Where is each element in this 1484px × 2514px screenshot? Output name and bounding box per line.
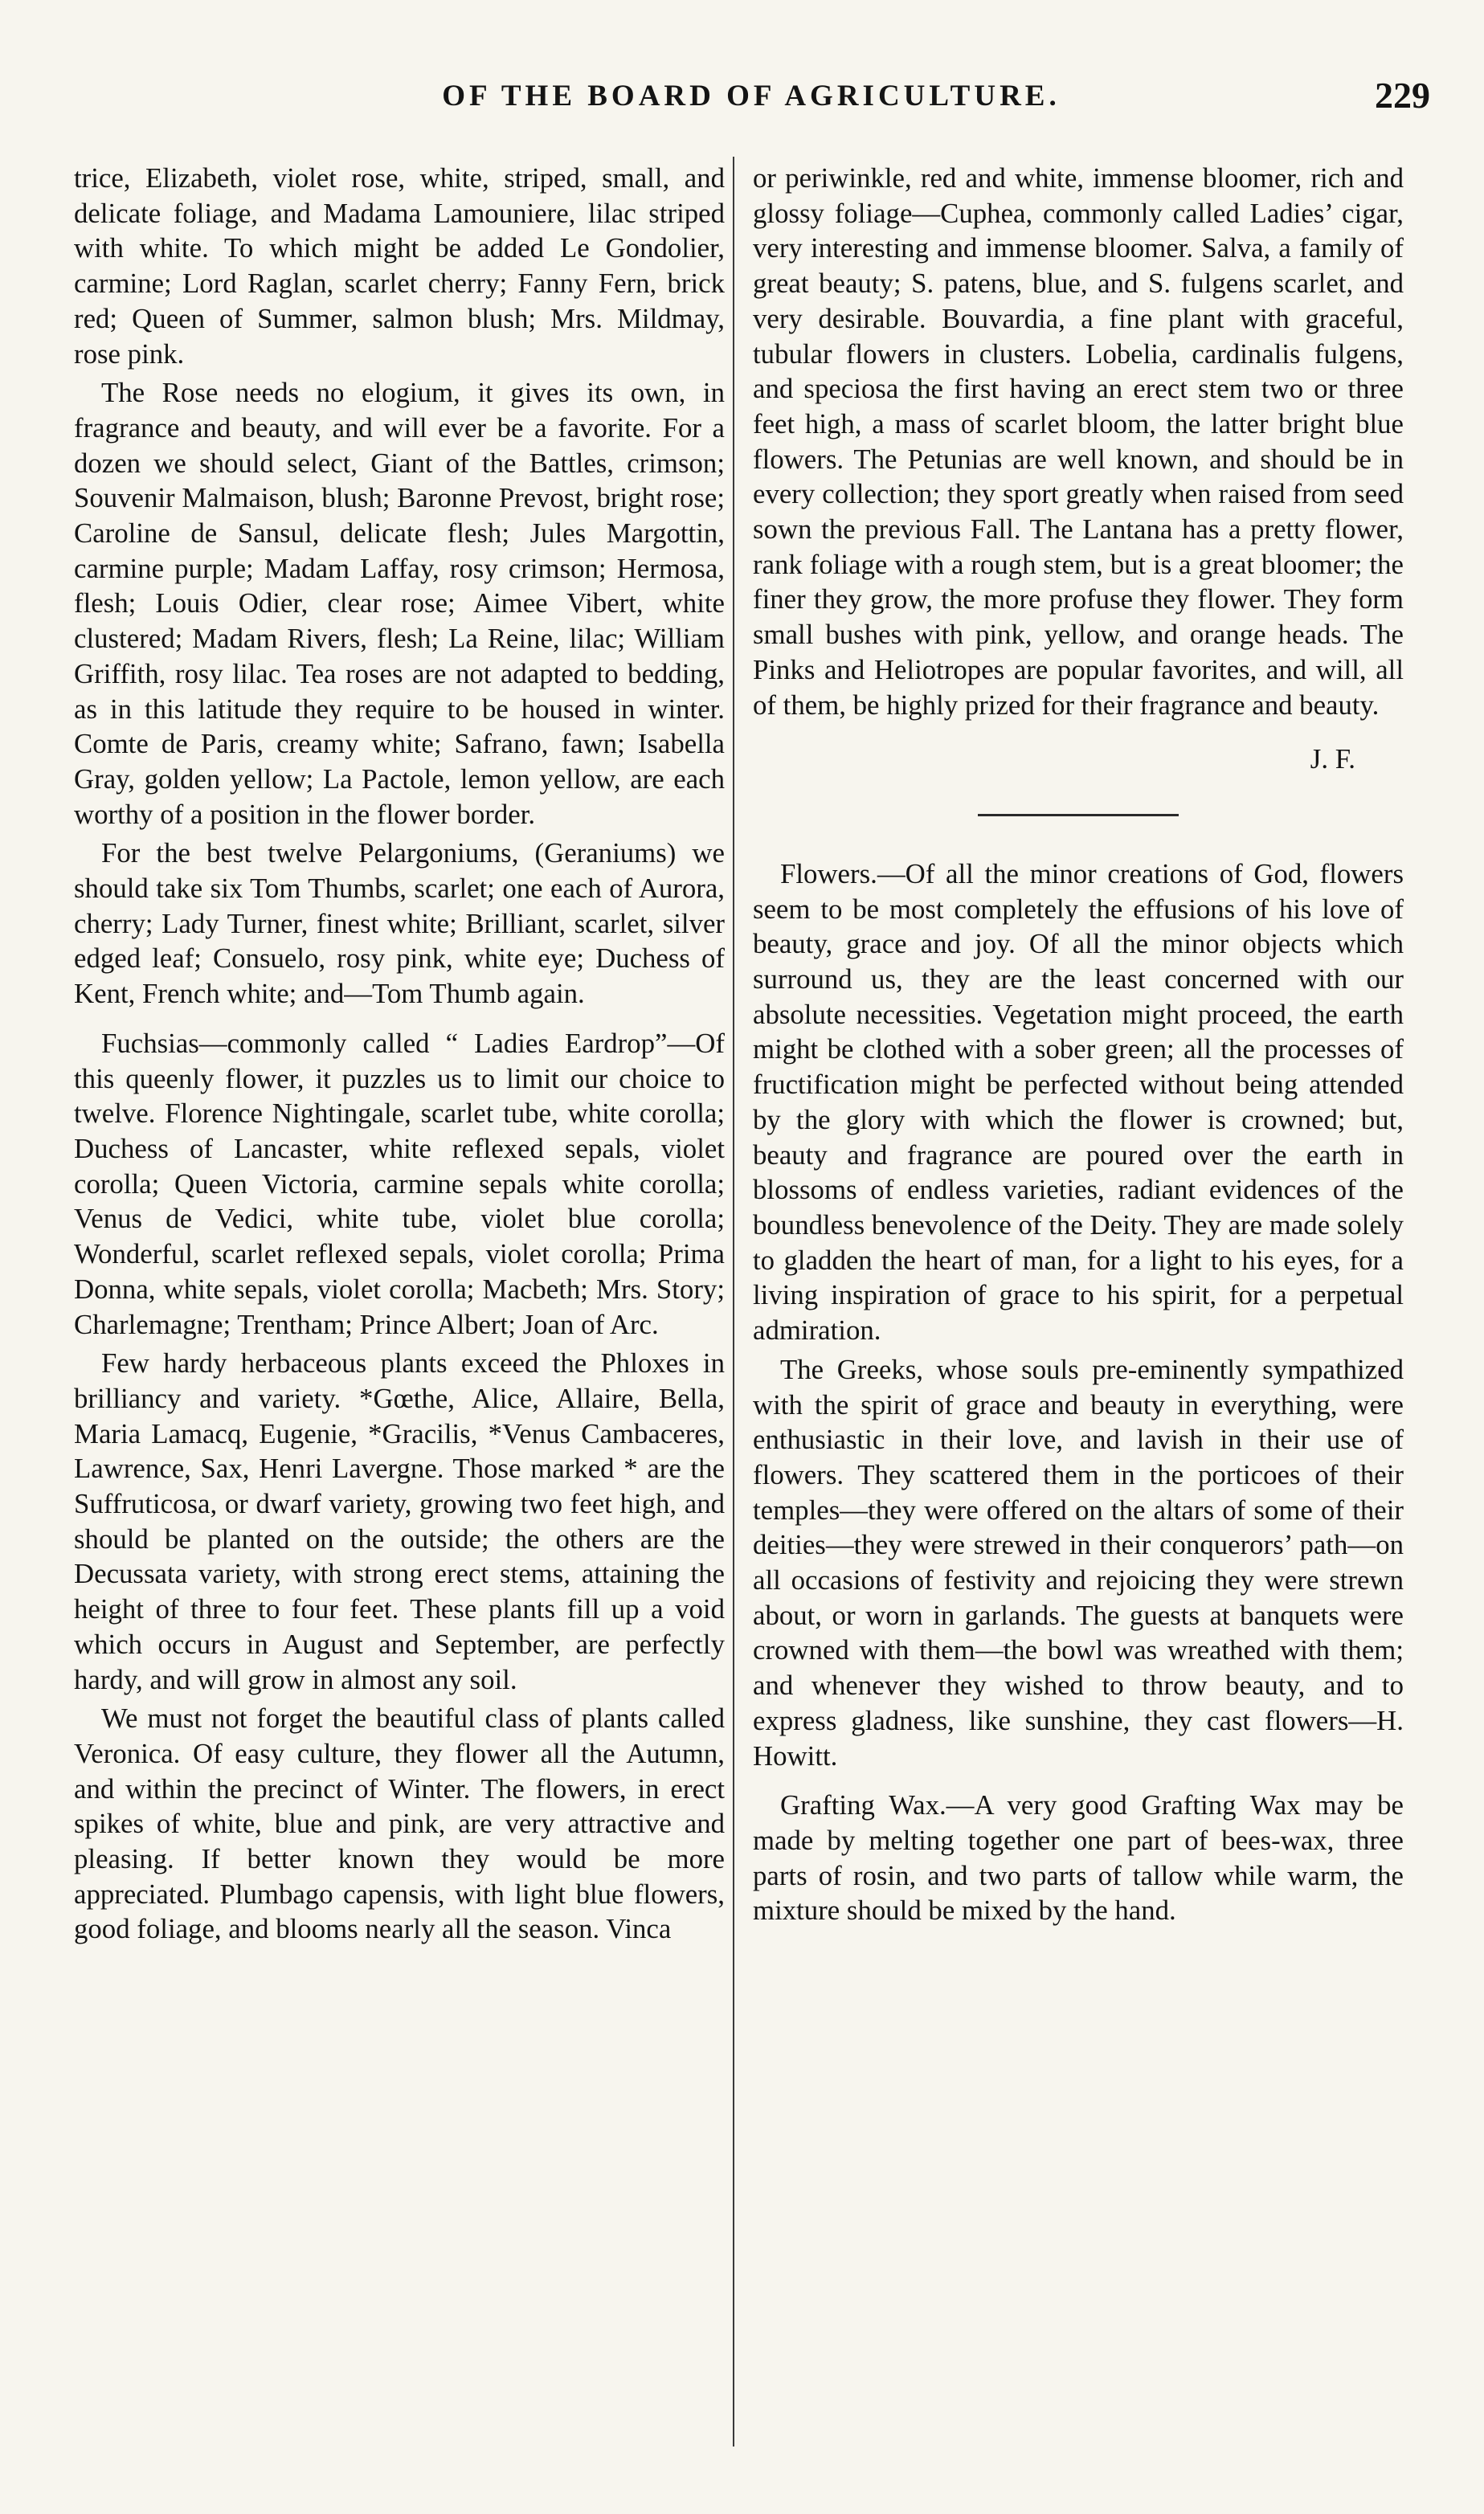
paragraph-grafting-wax: Grafting Wax.—A very good Grafting Wax may be made by melting together one part of bees-wax, three parts of rosin, and two parts of tallow while warm, the mixture should be mixed by the hand. — [753, 1789, 1404, 1927]
author-signature: J. F. — [1310, 743, 1355, 775]
section-divider — [978, 814, 1179, 816]
running-head: OF THE BOARD OF AGRICULTURE. — [442, 80, 1061, 112]
column-rule — [733, 157, 734, 2447]
paragraph-flowers: Flowers.—Of all the minor creations of God, flowers seem to be most completely the effusions of his love of beauty, grace and joy. Of all the minor objects which surround us, they are the least concerned with our absolute necessities. Vegetation might proceed, the earth might be clothed with a sober green; all the processes of fructification might be perfected without being attended by the glory with which the flower is crowned; but, beauty and fragrance are poured over the earth in blossoms of endless varieties, radiant evidences of the boundless benevolence of the Deity. They are made solely to gladden the heart of man, for a light to his eyes, for a living inspiration of grace to his spirit, for a perpetual admiration. — [753, 857, 1404, 1347]
page-header — [72, 75, 1430, 127]
right-column — [753, 161, 1404, 1928]
page-number: 229 — [1375, 75, 1430, 116]
paragraph-phloxes: Few hardy herbaceous plants exceed the Phloxes in brilliancy and variety. *Gœthe, Alice, Allaire, Bella, Maria Lamacq, Eugenie, *Gracilis, *Venus Cambaceres, Lawrence, Sax, Henri Lavergne. Those marked * are the Suffruticosa, or dwarf variety, growing two feet high, and should be planted on the outside; the others are the Decussata variety, with strong erect stems, attaining the height of three to four feet. These plants fill up a void which occurs in August and September, are perfectly hardy, and will grow in almost any soil. — [74, 1347, 725, 1695]
left-column — [74, 161, 725, 1947]
paragraph-roses: The Rose needs no elogium, it gives its own, in fragrance and beauty, and will ever be a favorite. For a dozen we should select, Giant of the Battles, crimson; Souvenir Malmaison, blush; Baronne Prevost, bright rose; Caroline de Sansul, delicate flesh; Jules Margottin, carmine purple; Madam Laffay, rosy crimson; Hermosa, flesh; Louis Odier, clear rose; Aimee Vibert, white clustered; Madam Rivers, flesh; La Reine, lilac; William Griffith, rosy lilac. Tea roses are not adapted to bedding, as in this latitude they require to be housed in winter. Comte de Paris, creamy white; Safrano, fawn; Isabella Gray, golden yellow; La Pactole, lemon yellow, are each worthy of a position in the flower border. — [74, 377, 725, 830]
paragraph-veronica: We must not forget the beautiful class of plants called Veronica. Of easy culture, they flower all the Autumn, and within the precinct of Winter. The flowers, in erect spikes of white, blue and pink, are very attractive and pleasing. If better known they would be more appreciated. Plumbago capensis, with light blue flowers, good foliage, and blooms nearly all the season. Vinca — [74, 1703, 725, 1945]
paragraph-verbena-list: trice, Elizabeth, violet rose, white, striped, small, and delicate foliage, and Madama Lamouniere, lilac striped with white. To which might be added Le Gondolier, carmine; Lord Raglan, scarlet cherry; Fanny Fern, brick red; Queen of Summer, salmon blush; Mrs. Mildmay, rose pink. — [74, 162, 725, 370]
paragraph-vinca-cuphea: or periwinkle, red and white, immense bloomer, rich and glossy foliage—Cuphea, commonly called Ladies’ cigar, very interesting and immense bloomer. Salva, a family of great beauty; S. patens, blue, and S. fulgens scarlet, and very desirable. Bouvardia, a fine plant with graceful, tubular flowers in clusters. Lobelia, cardinalis fulgens, and speciosa the first having an erect stem two or three feet high, a mass of scarlet bloom, the latter bright blue flowers. The Petunias are well known, and should be in every collection; they sport greatly when raised from seed sown the previous Fall. The Lantana has a pretty flower, rank foliage with a rough stem, but is a great bloomer; the finer they grow, the more profuse they flower. They form small bushes with pink, yellow, and orange heads. The Pinks and Heliotropes are popular favorites, and will, all of them, be highly prized for their fragrance and beauty. — [753, 162, 1404, 721]
paragraph-fuchsias: Fuchsias—commonly called “ Ladies Eardrop”—Of this queenly flower, it puzzles us to limit our choice to twelve. Florence Nightingale, scarlet tube, white corolla; Duchess of Lancaster, white reflexed sepals, violet corolla; Queen Victoria, carmine sepals white corolla; Venus de Vedici, white tube, violet blue corolla; Wonderful, scarlet reflexed sepals, violet corolla; Prima Donna, white sepals, violet corolla; Macbeth; Mrs. Story; Charlemagne; Trentham; Prince Albert; Joan of Arc. — [74, 1027, 725, 1340]
paragraph-pelargoniums: For the best twelve Pelargoniums, (Geraniums) we should take six Tom Thumbs, scarlet; one each of Aurora, cherry; Lady Turner, finest white; Brilliant, scarlet, silver edged leaf; Consuelo, rosy pink, white eye; Duchess of Kent, French white; and—Tom Thumb again. — [74, 837, 725, 1010]
paragraph-greeks: The Greeks, whose souls pre-eminently sympathized with the spirit of grace and beauty in everything, were enthusiastic in their love, and lavish in their use of flowers. They scattered them in the porticoes of their temples—they were offered on the altars of some of their deities—they were strewed in their conquerors’ path—on all occasions of festivity and rejoicing they were strewn about, or worn in garlands. The guests at banquets were crowned with them—the bowl was wreathed with them; and whenever they wished to throw beauty, and to express gladness, like sunshine, they cast flowers—H. Howitt. — [753, 1353, 1404, 1772]
